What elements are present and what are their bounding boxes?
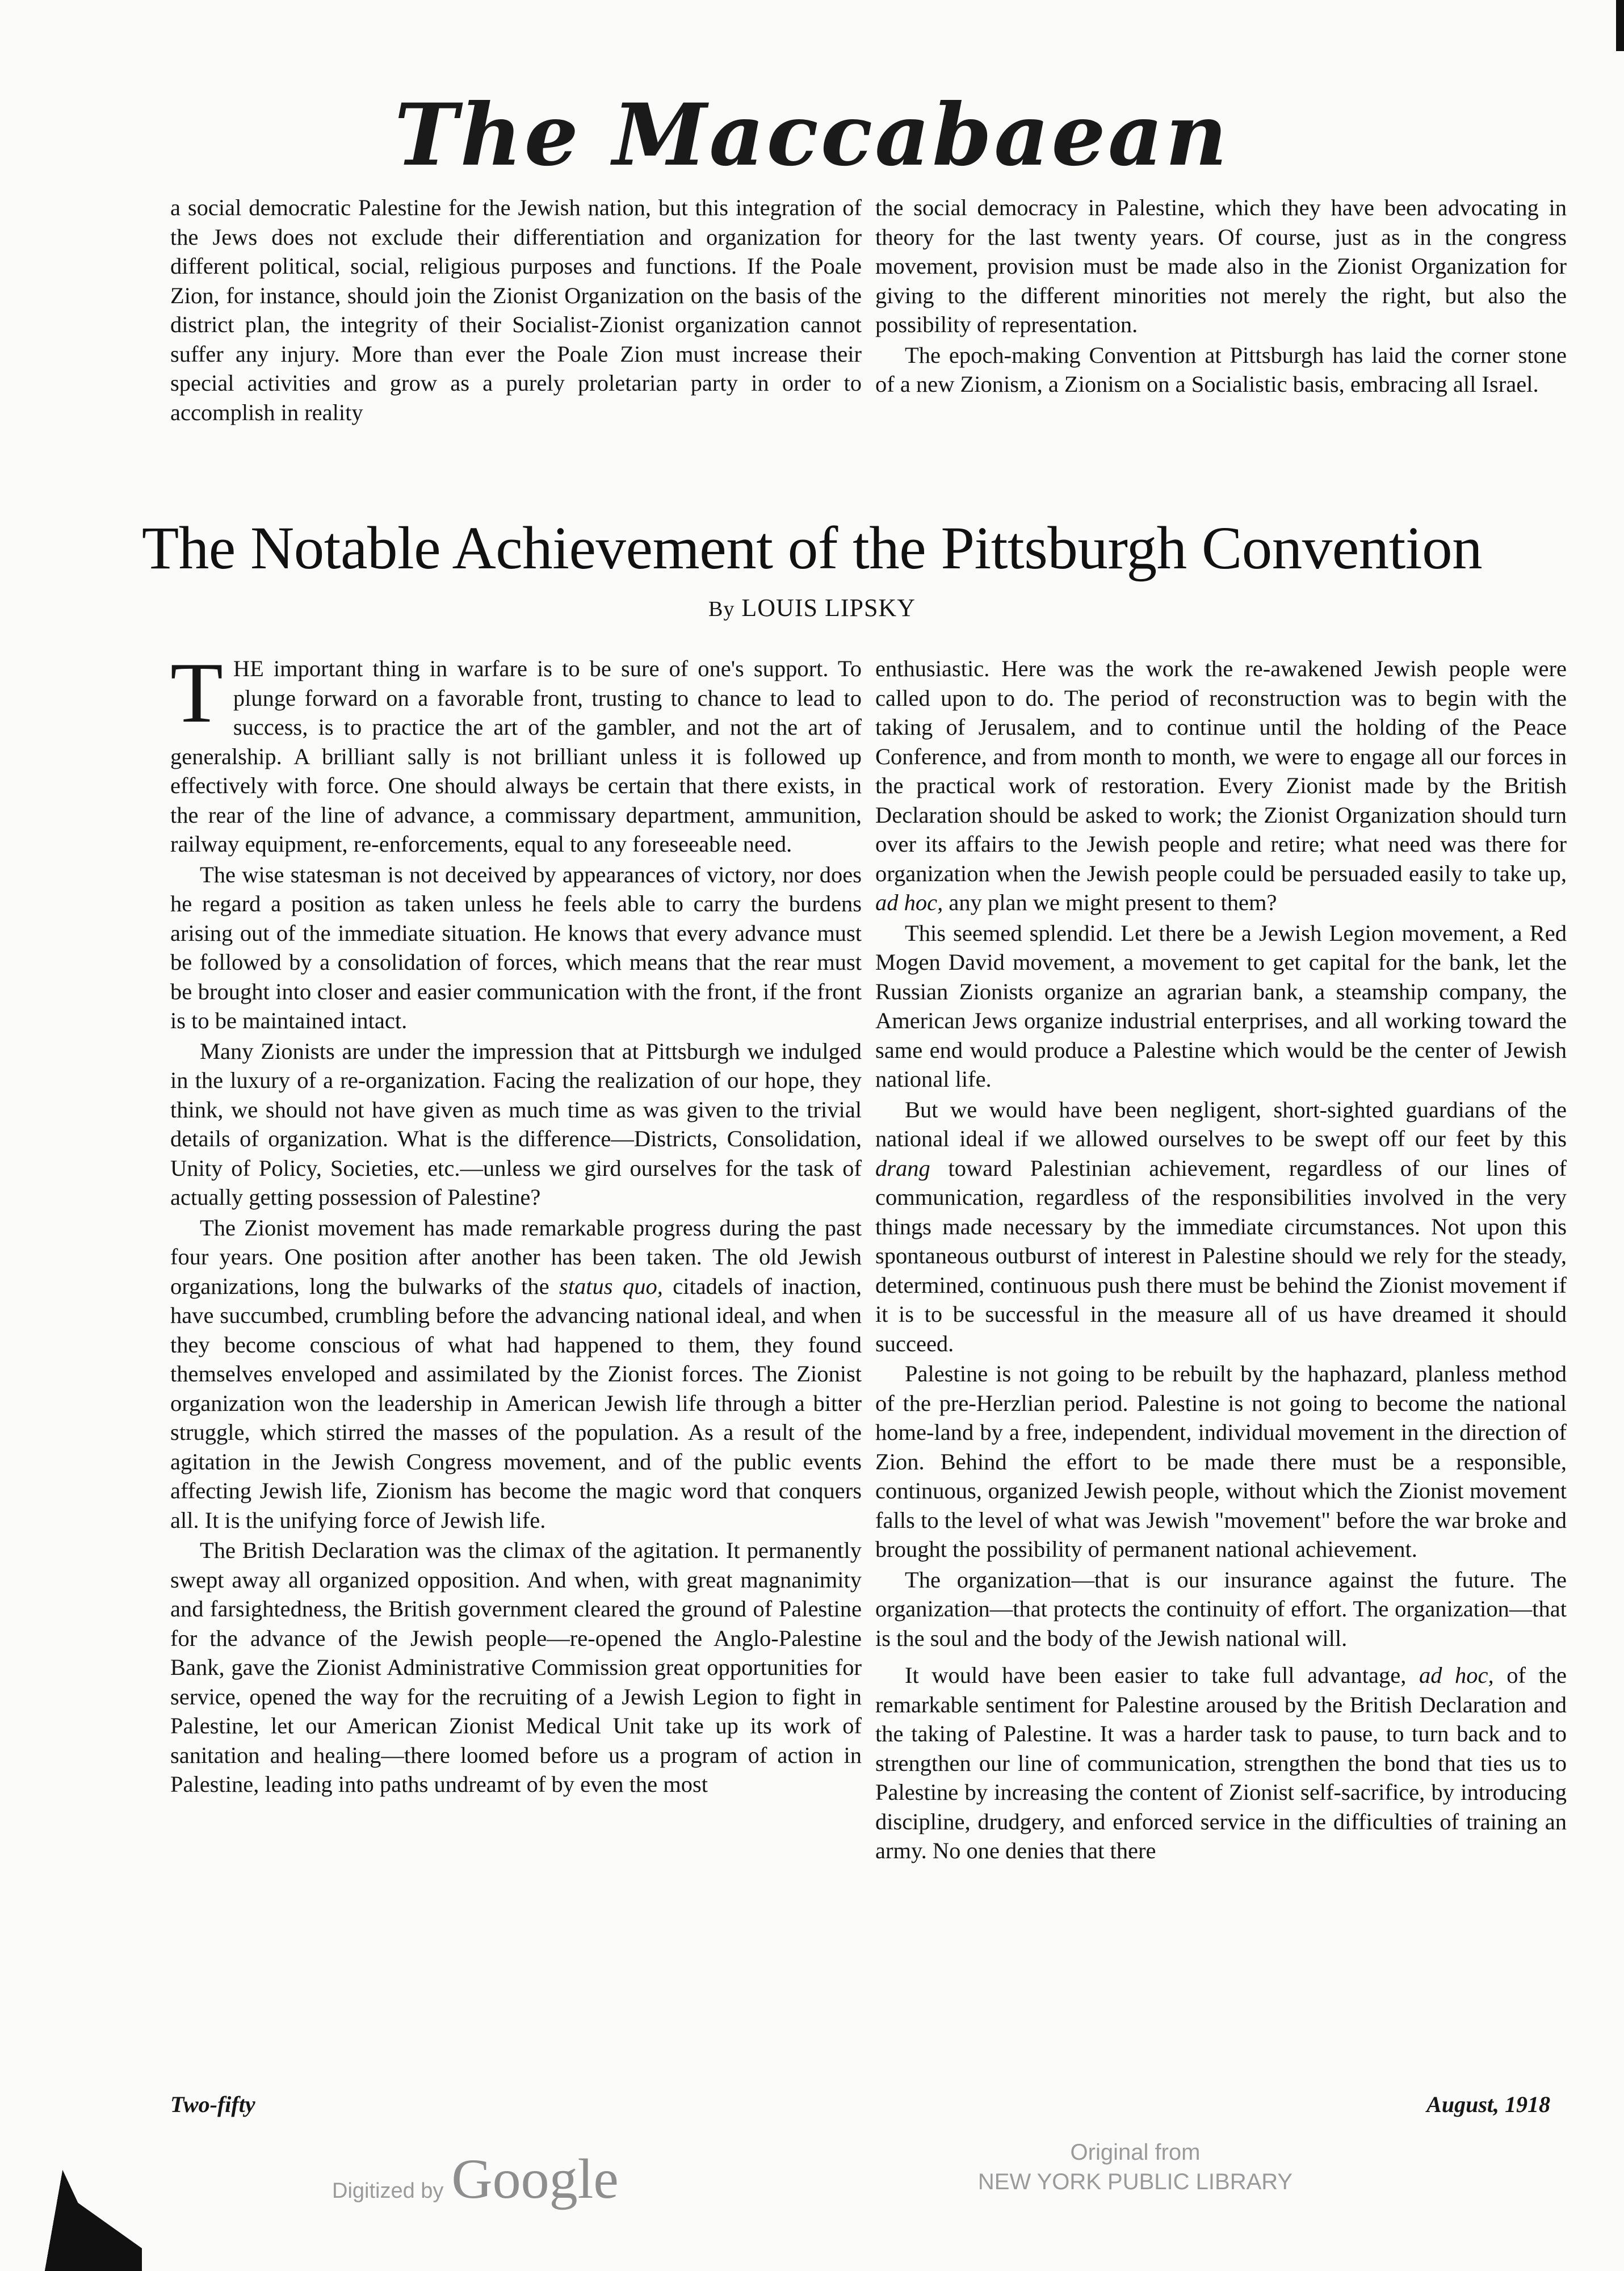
library-name: NEW YORK PUBLIC LIBRARY [977,2169,1293,2194]
italic-text: ad hoc, [1419,1662,1494,1688]
paragraph: The wise statesman is not deceived by appearances of victory, nor does he regard a position as taken unless he feels able to carry the burdens arising out of the immediate situation. He knows that every advance must be followed by a consolidation of forces, which means that the rear must be brought into closer and easier communication with the front, if the front is to be maintained intact. [170,861,862,1033]
italic-text: status quo, [559,1273,663,1299]
paragraph: Palestine is not going to be rebuilt by the haphazard, planless method of the pre-Herzlian period. Palestine is not going to become the national home-land by a free, independent, individual movement in the direction of Zion. Behind the effort to be made there must be a responsible, continuous, organized Jewish people, without which the Zionist movement falls to the level of what was Jewish "movement" before the war broke and brought the possibility of permanent national achievement. [875,1361,1567,1562]
byline-by: By [708,597,735,621]
paragraph-text: It would have been easier to take full advantage, [905,1662,1419,1688]
article-left-column [170,645,862,1799]
masthead: The Maccabaean [394,85,1230,185]
digitized-by-watermark [332,2146,619,2209]
top-left-column [170,193,862,427]
paragraph [875,654,1567,917]
paragraph-text: enthusiastic. Here was the work the re-awakened Jewish people were called upon to do. The period of reconstruction was to begin with the taking of Jerusalem, and to continue until the holding of the Peace Conference, and from month to month, we were to engage all our forces in the practical work of restoration. Every Zionist made by the British Declaration should be asked to work; the Zionist Organization should turn over its affairs to the Jewish people and retire; what need was there for organization when the Jewish people could be persuaded easily to take up, [875,656,1567,886]
article-headline: The Notable Achievement of the Pittsburgh Convention [141,515,1483,582]
article-right-column [875,654,1567,1866]
paragraph-text: HE important thing in warfare is to be sure of one's support. To plunge forward on a favorable front, trusting to chance to lead to success, is to practice the art of the gambler, and not the art of generalship. A brilliant sally is not brilliant unless it is followed up effectively with force. One should always be certain that there exists, in the rear of the line of advance, a commissary department, ammunition, railway equipment, re-enforcements, equal to any foreseeable need. [170,656,862,857]
issue-date: August, 1918 [1426,2092,1550,2117]
digitized-by-label: Digitized by [332,2179,444,2203]
paragraph: The British Declaration was the climax of the agitation. It permanently swept away all organized opposition. And when, with great magnanimity and farsightedness, the British government cleared the ground of Palestine for the advance of the Jewish people—re-opened the Anglo-Palestine Bank, gave the Zionist Administrative Commission great opportunities for service, opened the way for the recruiting of a Jewish Legion to fight in Palestine, let our American Zionist Medical Unit take up its work of sanitation and healing—there loomed before us a program of action in Palestine, leading into paths undreamt of by even the most [170,1537,862,1797]
paragraph [875,1095,1567,1359]
italic-text: ad hoc, [875,890,943,915]
top-right-column [875,193,1567,399]
paragraph-text: of the remarkable sentiment for Palestine aroused by the British Declaration and the taking of Palestine. It was a harder task to pause, to turn back and to strengthen our line of communication, strengthen the bond that ties us to Palestine by increasing the content of Zionist self-sacrifice, by introducing discipline, drudgery, and enforced service in the difficulties of training an army. No one denies that there [875,1662,1567,1863]
paragraph: Many Zionists are under the impression that at Pittsburgh we indulged in the luxury of a re-organization. Facing the realization of our hope, they think, we should not have given as much time as was given to the trivial details of organization. What is the difference—Districts, Consolidation, Unity of Policy, Societies, etc.—unless we gird ourselves for the task of actually getting possession of Palestine? [170,1038,862,1210]
paragraph-text: But we would have been negligent, short-sighted guardians of the national ideal if we allowed ourselves to be swept off our feet by this [875,1096,1567,1151]
paragraph: a social democratic Palestine for the Jewish nation, but this integration of the Jews does not exclude their differentiation and organization for different political, social, religious purposes and functions. If the Poale Zion, for instance, should join the Zionist Organization on the basis of the district plan, the integrity of their Socialist-Zionist organization cannot suffer any injury. More than ever the Poale Zion must increase their special activities and grow as a purely proletarian party in order to accomplish in reality [170,195,862,425]
paragraph: This seemed splendid. Let there be a Jewish Legion movement, a Red Mogen David movement, a movement to get capital for the bank, let the Russian Zionists organize an agrarian bank, a steamship company, the American Jews organize industrial enterprises, and all working toward the same end would produce a Palestine which would be the center of Jewish national life. [875,920,1567,1092]
paragraph [170,1213,862,1535]
page-edge-mark [1616,0,1624,51]
scan-thumb-mark [0,2157,142,2271]
paragraph: The epoch-making Convention at Pittsburgh has laid the corner stone of a new Zionism, a Zionism on a Socialistic basis, embracing all Israel. [875,342,1567,397]
paragraph-text: toward Palestinian achievement, regardless of our lines of communication, regardless of the responsibilities involved in the very things made necessary by the immediate circumstances. Not upon this spontaneous outburst of interest in Palestine should we rely for the steady, determined, continuous push there must be behind the Zionist movement if it is to be successful in the measure all of us have dreamed it should succeed. [875,1155,1567,1356]
italic-text: drang [875,1155,930,1181]
paragraph-text: The Zionist movement has made remarkable progress during the past four years. One position after another has been taken. The old Jewish organizations, long the bulwarks of the [170,1214,862,1299]
original-from-label: Original from [1070,2140,1201,2165]
byline-author: LOUIS LIPSKY [741,594,916,622]
drop-cap: T [170,645,223,740]
byline [0,593,1624,622]
paragraph-text: any plan we might present to them? [943,890,1277,915]
google-wordmark: Google [451,2147,619,2210]
paragraph [170,645,862,859]
paragraph: the social democracy in Palestine, which they have been advocating in theory for the last twenty years. Of course, just as in the congress movement, provision must be made also in the Zionist Organization for giving to the different minorities not merely the right, but also the possibility of representation. [875,195,1567,337]
paragraph: The organization—that is our insurance against the future. The organization—that protects the continuity of effort. The organization—that is the soul and the body of the Jewish national will. [875,1566,1567,1651]
paragraph-text: citadels of inaction, have succumbed, crumbling before the advancing national ideal, and when they become conscious of what had happened to them, they found themselves enveloped and assimilated by the Zionist forces. The Zionist organization won the leadership in American Jewish life through a bitter struggle, which stirred the masses of the population. As a result of the agitation in the Jewish Congress movement, and of the public events affecting Jewish life, Zionism has become the magic word that conquers all. It is the unifying force of Jewish life. [170,1273,862,1533]
original-from-watermark [965,2138,1306,2197]
paragraph [875,1661,1567,1866]
page-number: Two-fifty [170,2092,255,2117]
